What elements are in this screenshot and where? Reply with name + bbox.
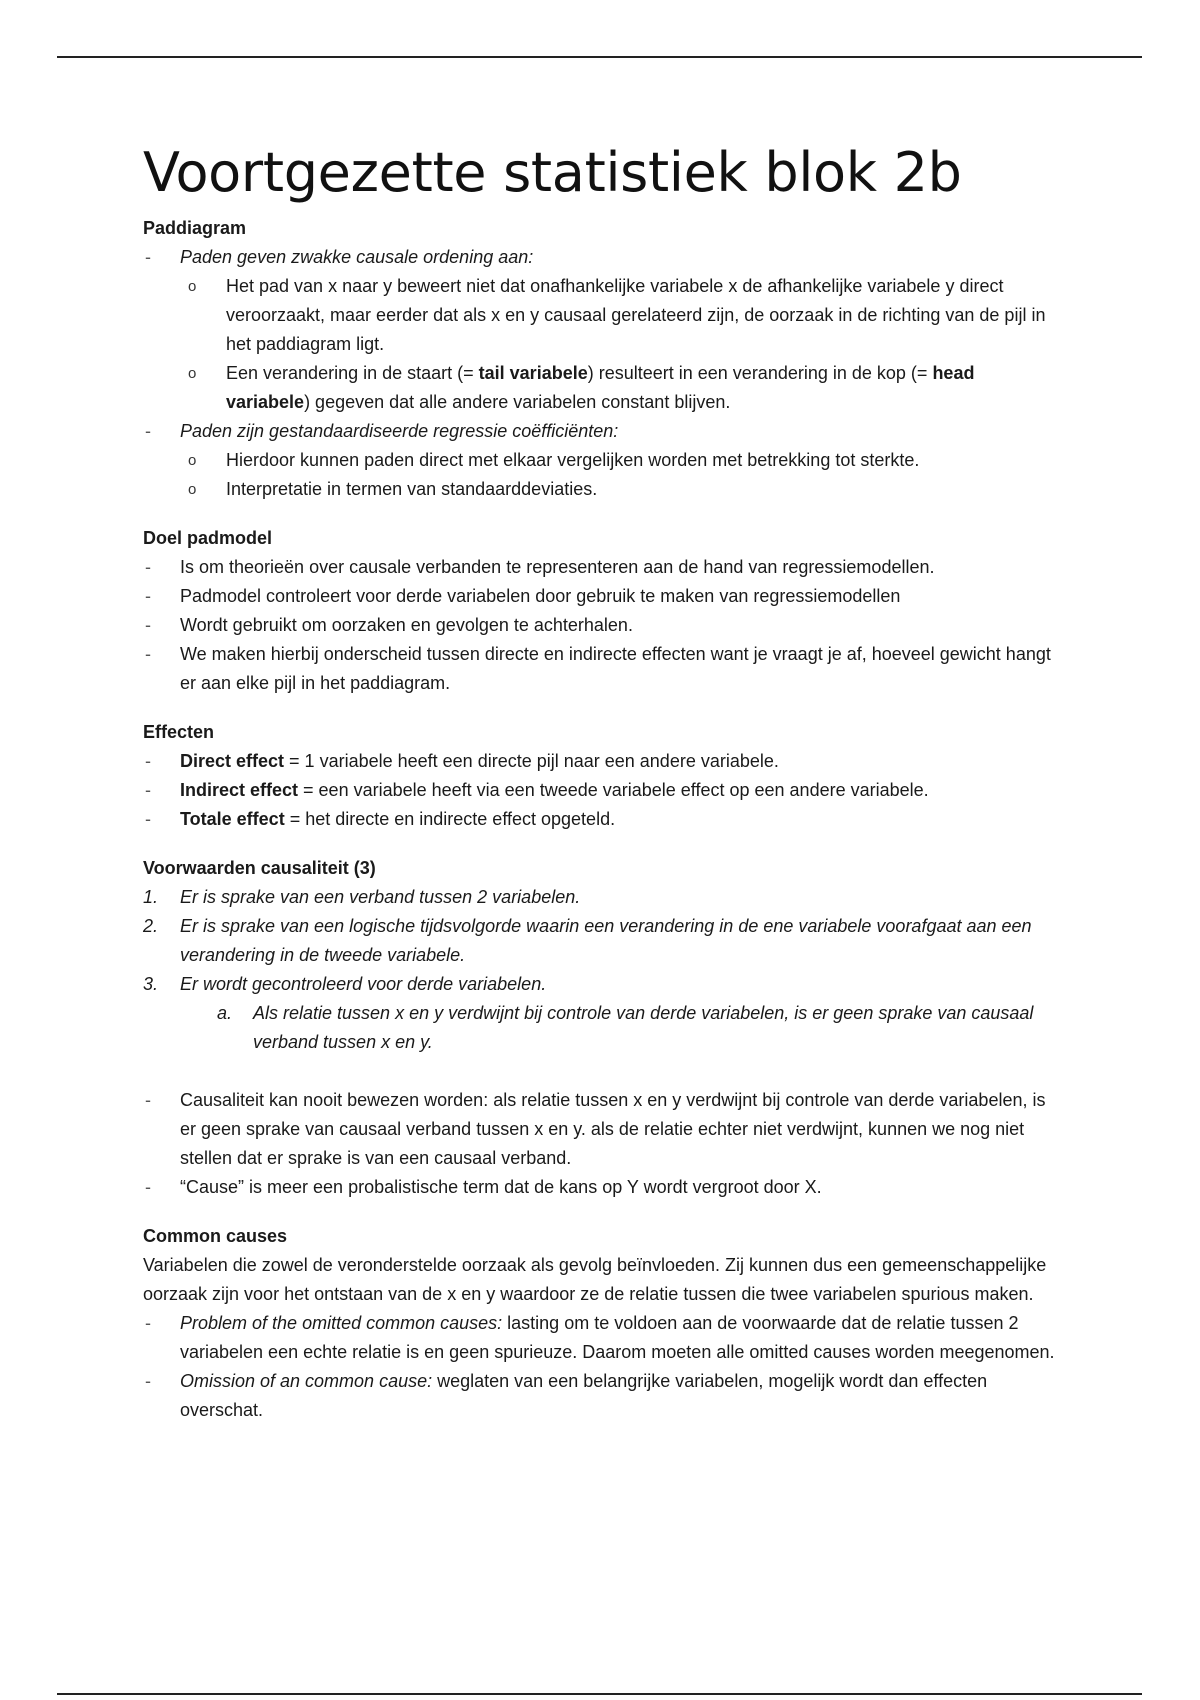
numbered-item-text: Er is sprake van een logische tijdsvolgorde waarin een verandering in de ene variabele voorafgaat aan een verandering in de tweede variabele. [180,916,1032,965]
sub-list-item-text: Een verandering in de staart (= [226,363,479,383]
circle-marker: o [188,481,197,498]
list-item-text: weglaten van een belangrijke variabelen, mogelijk wordt dan effecten overschat. [180,1371,988,1420]
dash-marker: - [145,557,151,577]
list-item [143,611,1063,640]
section-paddiagram [143,214,1063,504]
list-item [143,640,1063,698]
number-marker: 1. [143,887,159,907]
spacer [143,698,1063,718]
list-item-text: = 1 variabele heeft een directe pijl naar een andere variabele. [284,751,779,771]
sub-list-item [184,475,1063,504]
list-item [143,805,1063,834]
list-item [143,1367,1063,1425]
dash-marker: - [145,1090,151,1110]
dash-marker: - [145,615,151,635]
section-heading: Common causes [143,1226,288,1246]
dash-marker: - [145,809,151,829]
section-common-causes [143,1222,1063,1425]
sub-list-item [184,272,1063,359]
sub-bullet-list [184,272,1063,417]
list-item-text: lasting om te voldoen aan de voorwaarde dat de relatie tussen 2 variabelen een echte relatie is en geen spurieuze. Daarom moeten alle omitted causes worden meegenomen. [180,1313,1055,1362]
dash-marker: - [145,586,151,606]
dash-marker: - [145,1177,151,1197]
section-heading: Voorwaarden causaliteit (3) [143,858,376,878]
list-item-text: “Cause” is meer een probalistische term dat de kans op Y wordt vergroot door X. [180,1177,822,1197]
footer-rule [57,1693,1142,1695]
number-marker: 3. [143,974,159,994]
section-doel-padmodel [143,524,1063,698]
sub-list-item-text: Interpretatie in termen van standaarddeviaties. [226,479,598,499]
term-direct-effect: Direct effect [180,751,285,771]
sub-numbered-item-text: Als relatie tussen x en y verdwijnt bij controle van derde variabelen, is er geen sprake van causaal verband tussen x en y. [253,1003,1034,1052]
list-item-text: Padmodel controleert voor derde variabelen door gebruik te maken van regressiemodellen [180,586,901,606]
number-marker: 2. [143,916,159,936]
spacer [143,1202,1063,1222]
list-item-text: Causaliteit kan nooit bewezen worden: als relatie tussen x en y verdwijnt bij controle van derde variabelen, is er geen sprake van causaal verband tussen x en y. als de relatie echter niet verdwijnt, kunnen we nog niet stellen dat er sprake is van een causaal verband. [180,1090,1046,1168]
term-omission-common-cause: Omission of an common cause: [180,1371,433,1391]
sub-bullet-list [184,446,1063,504]
paragraph: Variabelen die zowel de veronderstelde oorzaak als gevolg beïnvloeden. Zij kunnen dus een gemeenschappelijke oorzaak zijn voor het ontstaan van de x en y waardoor ze de relatie tussen die twee variabelen spurious maken. [143,1255,1047,1304]
dash-marker: - [145,644,151,664]
spacer [143,834,1063,854]
list-item-text: Wordt gebruikt om oorzaken en gevolgen te achterhalen. [180,615,633,635]
list-item [143,776,1063,805]
sub-numbered-list [217,999,1063,1057]
bullet-list [143,747,1063,834]
bullet-list [143,1086,1063,1202]
bullet-list [143,243,1063,504]
dash-marker: - [145,751,151,771]
document-body [143,140,1063,1425]
circle-marker: o [188,278,197,295]
section-voorwaarden-causaliteit [143,854,1063,1202]
list-item [143,417,1063,504]
list-item [143,1086,1063,1173]
list-item-text: We maken hierbij onderscheid tussen directe en indirecte effecten want je vraagt je af, hoeveel gewicht hangt er aan elke pijl in het paddiagram. [180,644,1051,693]
term-indirect-effect: Indirect effect [180,780,299,800]
list-item [143,1309,1063,1367]
list-item-text: Is om theorieën over causale verbanden te representeren aan de hand van regressiemodellen. [180,557,935,577]
numbered-item-text: Er is sprake van een verband tussen 2 variabelen. [180,887,581,907]
list-item-text: Paden zijn gestandaardiseerde regressie coëfficiënten: [180,421,619,441]
circle-marker: o [188,452,197,469]
list-item [143,243,1063,417]
sub-list-item-text: Het pad van x naar y beweert niet dat onafhankelijke variabele x de afhankelijke variabele y direct veroorzaakt, maar eerder dat als x en y causaal gerelateerd zijn, de oorzaak in de richting van de pijl in het paddiagram ligt. [226,276,1046,354]
sub-list-item [184,446,1063,475]
sub-list-item-text: ) resulteert in een verandering in de kop (= [587,363,933,383]
numbered-item-text: Er wordt gecontroleerd voor derde variabelen. [180,974,547,994]
dash-marker: - [145,247,151,267]
section-heading: Paddiagram [143,218,247,238]
dash-marker: - [145,1313,151,1333]
numbered-item [143,912,1063,970]
list-item [143,747,1063,776]
sub-list-item-text: ) gegeven dat alle andere variabelen constant blijven. [304,392,731,412]
term-tail-variabele: tail variabele [478,363,588,383]
term-omitted-common-causes: Problem of the omitted common causes: [180,1313,503,1333]
sub-list-item [184,359,1063,417]
sub-numbered-item [217,999,1063,1057]
list-item-text: Paden geven zwakke causale ordening aan: [180,247,534,267]
header-rule [57,56,1142,58]
list-item-text: = het directe en indirecte effect opgeteld. [284,809,616,829]
bullet-list [143,1309,1063,1425]
list-item-text: = een variabele heeft via een tweede variabele effect op een andere variabele. [298,780,929,800]
numbered-item [143,883,1063,912]
term-totale-effect: Totale effect [180,809,285,829]
spacer [143,1057,1063,1086]
document-title: Voortgezette statistiek blok 2b [143,141,962,204]
dash-marker: - [145,1371,151,1391]
list-item [143,553,1063,582]
term-head-variabele: head variabele [226,363,975,412]
letter-marker: a. [217,1003,233,1023]
list-item [143,1173,1063,1202]
section-heading: Doel padmodel [143,528,273,548]
dash-marker: - [145,780,151,800]
list-item [143,582,1063,611]
numbered-list [143,883,1063,1057]
circle-marker: o [188,365,197,382]
section-effecten [143,718,1063,834]
bullet-list [143,553,1063,698]
section-heading: Effecten [143,722,215,742]
numbered-item [143,970,1063,1057]
dash-marker: - [145,421,151,441]
sub-list-item-text: Hierdoor kunnen paden direct met elkaar vergelijken worden met betrekking tot sterkte. [226,450,920,470]
